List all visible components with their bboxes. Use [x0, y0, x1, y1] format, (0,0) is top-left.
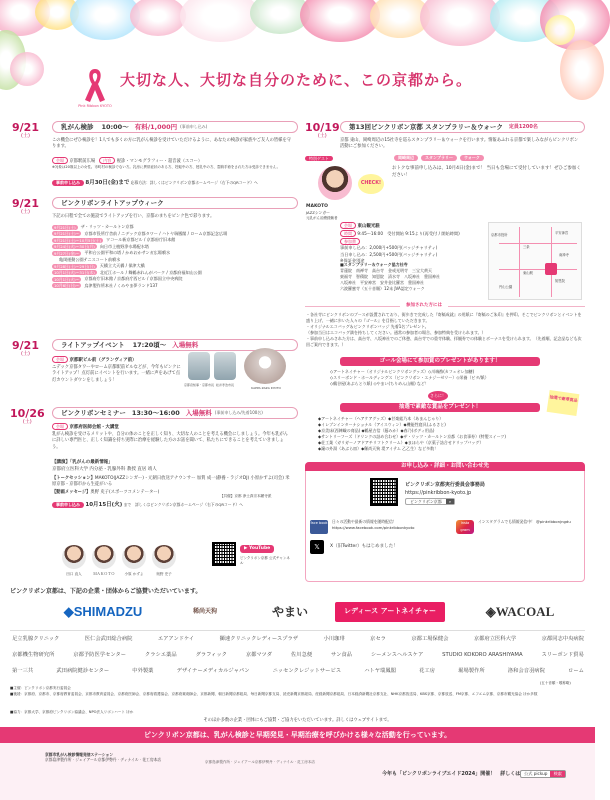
event4-title-bar: ピンクリボンセミナー 13:30〜16:00 入場無料 (事前申し込み/先着100名)	[52, 407, 298, 419]
guest-photo	[318, 166, 352, 200]
x-text: X（旧Twitter）もはじめました！	[330, 544, 398, 549]
lottery-list: ◆アートネイチャー（ヘアケアグッズ）◆甘楽総乃本（あまんじゃり） ◆イレブンインターナショナル（アイスウィン）◆機能性寝具(ふるさと) ◆京美床(西陣織の商品) ◆鶴屋吉信（藤みか）◆春乃(ボディ用品) ◆サントリーフーズ（ドリンクの詰め合わせ）◆ザ・リッツ・カールトン京都（お食事券）(特製スイーツ) ◆荘工業（ガリガーノアドアチリフトクリーム）◆まほらや（京菓子詰合せドリップバッグ） ◆鐘の外湯（あぶら皿）◆稀尚天狗 堤アイテム 乙乙生）など多数！	[318, 416, 506, 451]
guest-name: MAKOTO	[306, 204, 328, 209]
mascot-image	[244, 348, 286, 384]
sponsor-name: 洛和会音羽病院	[507, 668, 545, 674]
event5-partners: ■スタンプラリー＆ウォーク協力社寺 青蓮院 南禅寺 高台寺 金戒光明寺 三宝大黄天 東福寺 智積院 知恩院 清水寺 八坂神社 豊国神社 八坂神社 平安神宮 安井金比羅宮 豊国神社 六波羅蜜寺（五十音順）12末 JVA認定ウォーク	[340, 262, 440, 291]
speaker-name-3: 小原 かずよ	[124, 572, 144, 576]
sponsor-name: デザイナーメディカルジャパン	[176, 668, 250, 674]
schedule-row	[52, 283, 296, 290]
event1-date: 9/21 (土)	[12, 121, 39, 139]
event5-venue: 会場 東山観光駐	[340, 222, 380, 230]
event2-description: 下記の日程で全ての施設でライトアップを行い、京都のまちをピンク色で彩ります。	[52, 214, 215, 219]
youtube-caption: ピンクリボン京都 公式チャンネル	[240, 556, 290, 565]
check-text: おトクな事前申し込みは、10月4日(金)まで！ 当日も会場にて受付しています！ぜひご参加ください！	[392, 166, 581, 178]
speaker-name-1: 田口 直人	[66, 572, 82, 576]
sponsor-logo-2: 稀尚天狗	[192, 607, 217, 615]
sponsor-name: 足立乳腺クリニック	[12, 636, 60, 642]
sponsor-name: エアアンドケイ	[157, 636, 195, 642]
sponsor-name: 佐川急便	[290, 652, 313, 658]
facebook-icon[interactable]: face book	[310, 520, 328, 534]
sponsor-name: クラシエ薬品	[144, 652, 177, 658]
photo-caption-1: 京都府知事・京都市長	[184, 383, 215, 387]
schedule-date: 9月21日(土)〜	[54, 231, 80, 236]
event5-fees: 参加費 事前申し込み：2,000円+500円(バッジチャリティ) 当日申し込み：2,500円+500円(バッジチャリティ) ※保証金別途	[340, 239, 438, 263]
sponsor-name: ハトヤ瑞鳳閣	[364, 668, 396, 674]
inquiry-url[interactable]: https://pinkribbon-kyoto.jp	[405, 490, 472, 496]
speaker-name-2: ＭＡＫＯＴＯ	[93, 572, 115, 576]
schedule-venue: 平和台公園平和の塔 / かめおかサンガ広場噴水	[84, 250, 171, 255]
sponsor-logo-4: レディース アートネイチャー	[335, 602, 445, 622]
inquiry-header: お申し込み・詳細・お問い合わせ先	[305, 462, 585, 471]
sponsor-row-1	[12, 636, 584, 643]
sponsor-name: 医仁会武田総合病院	[84, 636, 133, 642]
sponsor-row-3	[12, 668, 584, 675]
cooperation-list: ■協力：京都大学、京都府ピンクリボン協議会、NPO法人リボンハート ほか	[10, 710, 134, 714]
schedule-venue: 向日市上植野浄水場配水塔	[99, 243, 149, 249]
facebook-text: 日々の活動や最新の情報を随時配信！ https://www.facebook.com/pinkribbonkyoto	[332, 519, 415, 530]
page-title: 大切な人、大切な自分のために、この京都から。	[120, 71, 473, 89]
event1-title-bar: 乳がん検診 10:00〜 有料/1,000円 (事前申し込み)	[52, 121, 298, 133]
lightup-schedule	[52, 224, 296, 289]
sponsor-name: 武田病院健診センター	[56, 668, 110, 674]
sponsor-logo-3: やまい	[271, 604, 308, 619]
event5-description: 京都 東山、岡崎周辺の15社寺を巡るスタンプラリー＆ウォークを行います。情報あふれる京都で楽しみながらピンクリボン活動にご参加ください。	[340, 138, 579, 150]
schedule-venue: 京都府庁旧本館 / 京都府庁西ビル / 京都国立中央病院	[84, 276, 183, 281]
sponsor-name: 京都機生物研究所	[12, 652, 55, 658]
guest-role: JAZZシンガー	[306, 210, 330, 215]
event1-deadline: 事前申し込み 8月30日(金)まで 応募方法：詳しくはピンクリボン京都ホームページ（右下のQRコード）へ	[52, 180, 258, 187]
sponsor-name: 小川珈琲	[323, 636, 345, 642]
x-icon[interactable]: 𝕏	[310, 540, 324, 554]
sponsor-name: 京都同志中央病院	[541, 636, 584, 642]
website-qr-code[interactable]	[370, 478, 398, 506]
event4-date: 10/26 (土)	[10, 407, 45, 425]
sponsor-name: ニッセンクレジットサービス	[272, 668, 342, 674]
check-badge: CHECK!	[358, 174, 384, 194]
schedule-date: 10月1日(火)〜	[54, 276, 80, 282]
event3-date: 9/21 (土)	[12, 339, 39, 357]
sponsor-name: STUDIO KOKORO ARASHIYAMA	[442, 652, 523, 658]
youtube-button[interactable]: ▶ YouTube	[240, 545, 274, 553]
sponsor-name: 獅速クリニックレディースプラザ	[219, 636, 299, 642]
footer-apply-text: 今年も「ピンクリボンライブエイド2024」開催！ 詳しくは	[382, 771, 521, 777]
schedule-date: 10月1日(火)〜31日(木)	[54, 270, 95, 275]
event2-date: 9/21 (土)	[12, 197, 39, 215]
event5-date: 10/19 (土)	[305, 121, 340, 139]
event1-description: この機会にぜひ検診を！1人でも多くの方に乳がん検診を受けていただけるように、あなたの検診が家族やご友人の皆様を守ります。	[52, 138, 292, 150]
schedule-venue: 京都市役所庁舎前 / ニデック京都タワー / ハトヤ瑞鳳閣 / ローム京都記念広場	[84, 230, 228, 236]
sponsor-order-note: (五十音順・敬称略)	[540, 681, 571, 685]
event5-time: 時間 9:45〜16:00 受付開始 9:15より(再受付 / 開始時間)	[340, 230, 460, 237]
schedule-date: 9月24日(火)〜30日(月)	[54, 244, 95, 249]
footer-stations: 京都市乳がん検診情報発信ステーション 京都島津製作所 · ジェイアール京都伊勢丹 · ディナイル · 花工房本店	[45, 752, 162, 763]
footer-search-button[interactable]: 検索	[550, 771, 564, 777]
goal-list: ◇アートネイチャー（オリジナルピンクリボングッズ）◇川端酢(カフェオレ加糖) ◇スリーボンド・ホールディングス（ピンクリボン・エナジーゼリー）◇栄養（ビタ/紙） ◇鶴谷屋(あぶらとり紙) ◇やまい(ちりめん山椒) など！	[330, 369, 489, 386]
event1-venue: 会場 京都駅前広場 内容 視診・マンモグラフィー・超音波（エコー）	[52, 157, 202, 165]
search-icon: ⌕	[446, 499, 454, 504]
search-box[interactable]: ピンクリボン京都 ⌕	[405, 498, 455, 505]
schedule-date: 10月6日(日)〜	[54, 283, 80, 288]
participate-header: 参加された方には	[400, 303, 448, 309]
sponsor-notice: そのほか多数の企業・団体にもご協賛・ご協力をいただいています。詳しくはウェブサイトまで。	[203, 718, 392, 723]
event3-title-bar: ライトアップイベント 17:20頃〜 入場無料	[52, 339, 298, 351]
schedule-venue: 北近江ホール / 舞鶴赤れんがパーク / 京都府福知山公園	[99, 269, 202, 275]
schedule-date: 9月21日(土)〜10月5日(土)	[54, 237, 101, 243]
instagram-text: インスタグラムでも情報発信中！ @pinkribbonjngdu	[478, 519, 571, 524]
sponsor-row-2	[12, 652, 584, 659]
sponsor-name: 京都予防医学センター	[73, 652, 127, 658]
event4-deadline: 事前申し込み 10月15日(火) まで 詳しくはピンクリボン京都ホームページ（右下のQRコード）へ	[52, 502, 243, 509]
event2-title-bar: ピンクリボンライトアップウィーク	[52, 197, 298, 209]
lottery-header: 抽選で素敵な賞品をプレゼント！	[340, 403, 540, 412]
sponsor-name: 花工房	[419, 668, 435, 674]
photo-caption-2: 松井孝治市長	[215, 383, 234, 387]
schedule-venue: 烏津製作所本社 / くみやま夢ランド137	[84, 282, 158, 288]
sponsor-logo-shimadzu: ◆ SHIMADZU	[63, 604, 143, 620]
event4-description: 乳がん検診を受けるメリットや、自分の体のことを正しく知り、大切な人のことを考える機会にしましょう。今年も乳がんに詳しい専門医と、正しく知識を持ち実際に治療を経験した方のお話を聞いて、私たちにできることを考えていきましょう。	[52, 432, 289, 450]
schedule-date: 9月28日(土)〜29日(日)	[54, 263, 95, 269]
speaker-photo-2	[92, 545, 116, 569]
guest-photo-2	[214, 352, 236, 380]
speaker-name-4: 奥野 史子	[156, 572, 172, 576]
event4-talk: 【トークセッション】MAKOTO(JAZZシンガー)・元朝日放送アナウンサー 加賀 成一(静養・ラジオDJ) 小原かずよ(司会) 米原京都・京都市から生徒がいる	[52, 476, 290, 488]
access-map: 京都市役所 三条 平安神宮 南禅寺 東山駅 知恩院 円山公園	[488, 222, 582, 300]
speaker-photo-3	[122, 545, 146, 569]
schedule-date: 9月27日(金)〜	[54, 250, 80, 256]
sponsor-intro: ピンクリボン京都は、下記の企業・団体からご協賛いただいています。	[10, 588, 202, 595]
sponsor-name: 京都マツダ	[245, 652, 273, 658]
event5-tags: 岡崎周辺 スタンプラリー ウォーク	[394, 155, 484, 161]
sponsor-name: 京都工場保健会	[411, 636, 449, 642]
schedule-venue: 亀岡運動公園テニスコート前噴水	[59, 256, 121, 262]
schedule-date: 9月21日(土)	[54, 224, 76, 230]
sponsor-name: 堀場製作所	[458, 668, 485, 674]
sponsor-name: スリーボンド貿易	[541, 652, 584, 658]
pink-ribbon-icon	[80, 66, 110, 104]
schedule-venue: ワコール新京都ビル / 京都府庁旧本館	[106, 237, 176, 242]
goal-header: ゴール会場にて参加賞のプレゼントがあります！	[340, 357, 540, 366]
footer-search-box[interactable]: 公式 pickup 検索	[520, 770, 566, 778]
lottery-tag: 抽選で豪華賞品	[547, 390, 580, 416]
lottery-sub-badge: さらに！	[428, 391, 448, 401]
event5-title-bar: 第13回ピンクリボン京都 スタンプラリー＆ウォーク 定員1200名	[340, 121, 585, 133]
inquiry-org: ピンクリボン京都実行委員会事務局	[405, 482, 485, 488]
guest-label: 特別ゲスト	[305, 156, 333, 161]
sponsor-name: 京セラ	[370, 636, 386, 642]
guest-caption: 元乳がん治療経験者	[306, 216, 338, 220]
support-list: ■後援：京都府、京都市、京都府教育委員会、京都市教育委員会、京都府医師会、京都府看護協会、京都府薬剤師会、京都新聞、朝日新聞京都総局、毎日新聞京都支局、読売新聞京都総局、産経新聞京都総局、日本経済新聞社京都支社、NHK京都放送局、KBS京都、京都放送、FM京都、エフエム京都、京都市観光協会 ほか多数	[10, 692, 538, 696]
guest-photo-1	[188, 352, 210, 380]
schedule-venue: ザ・リッツ・カールトン京都	[80, 224, 134, 229]
speaker-photo-4	[152, 545, 176, 569]
event3-venue: 会場 京都駅ビル前（グランヴィア前）	[52, 356, 137, 364]
photo-caption-3: KAPPA ZAZA KYOTO	[251, 386, 281, 390]
sponsor-name: ローム	[568, 668, 584, 674]
event1-notes: ※対象は20歳以上の女性。市町村の検診でない方。乳房に異常症状のある方、妊娠中の方、授乳中の方、豊胸手術をされた方は受診できません。	[52, 165, 281, 169]
schedule-venue: 天橋立大天橋 / 保津大橋	[99, 263, 145, 268]
footer-station-list: 京都島津製作所 · ジェイアール京都伊勢丹 · ディナイル · 花工房本店	[205, 760, 316, 764]
sponsor-name: シーメンスヘルスケア	[370, 652, 424, 658]
ribbon-caption: Pink Ribbon KYOTO	[78, 104, 112, 108]
sponsor-name: サン食品	[331, 652, 352, 658]
instagram-icon[interactable]: Insta gram	[456, 520, 474, 534]
support-label: ■主催：ピンクリボン京都実行委員会	[10, 686, 71, 690]
event4-lecture: 【講演】「乳がんの最新情報」 京都府立医科大学 内分泌・乳腺外科 教授 直居 靖人	[52, 460, 157, 472]
event4-venue: 会場 京都府医師会館・大講堂	[52, 423, 119, 431]
speaker-photo-1	[62, 545, 86, 569]
footer-banner: ピンクリボン京都は、乳がん検診と早期発見・早期治療を呼びかける様々な活動を行っています。	[0, 727, 595, 743]
sponsor-name: グラフィック	[195, 652, 227, 658]
event4-organizer: 【共催】京都 浄土真宗本願寺派	[220, 494, 272, 498]
event3-description: ニデック京都タワーやローム京都駅前ビルなどが、今年もピンクにライトアップ！点灯前にイベントを行います。一緒に声をあげて点灯カウントダウンをしましょう！	[52, 365, 181, 383]
sponsor-name: 中外製薬	[132, 668, 154, 674]
sponsor-name: 京都府立医科大学	[473, 636, 517, 642]
sponsor-logo-wacoal: ◈ WACOAL	[485, 604, 555, 620]
event4-performance: 【動画メッセージ】奥野 史子(スポーツコメンテーター)	[52, 490, 160, 495]
participate-list: ・各社寺にピンクリボンのブースが設置されており、街歩きで完成した『寄稿成就』の用紙に『寄稿のご朱印』を押印。そこでピンクリボンとイベントを盛り上げ、一緒に歩いた人々の『ゴール』を目指していただきます。 ・オリジナルエコバッグ＆ピンクリボンバッジ 先着1名プレゼント。 （参加当日はエコバッグ満を持ちしてください。通常の参加者の場合、参加特典を受けられます。） ・事前申し込みされた方は、高台寺、八坂神社でのご休憩、高台寺での重寺体験、拝観券での体験とボーナスを受けられます。（先着順、記念品なども次回ご案内できます。）	[306, 312, 582, 347]
sponsor-name: 第一三共	[12, 668, 34, 674]
youtube-qr-code[interactable]	[212, 542, 236, 566]
